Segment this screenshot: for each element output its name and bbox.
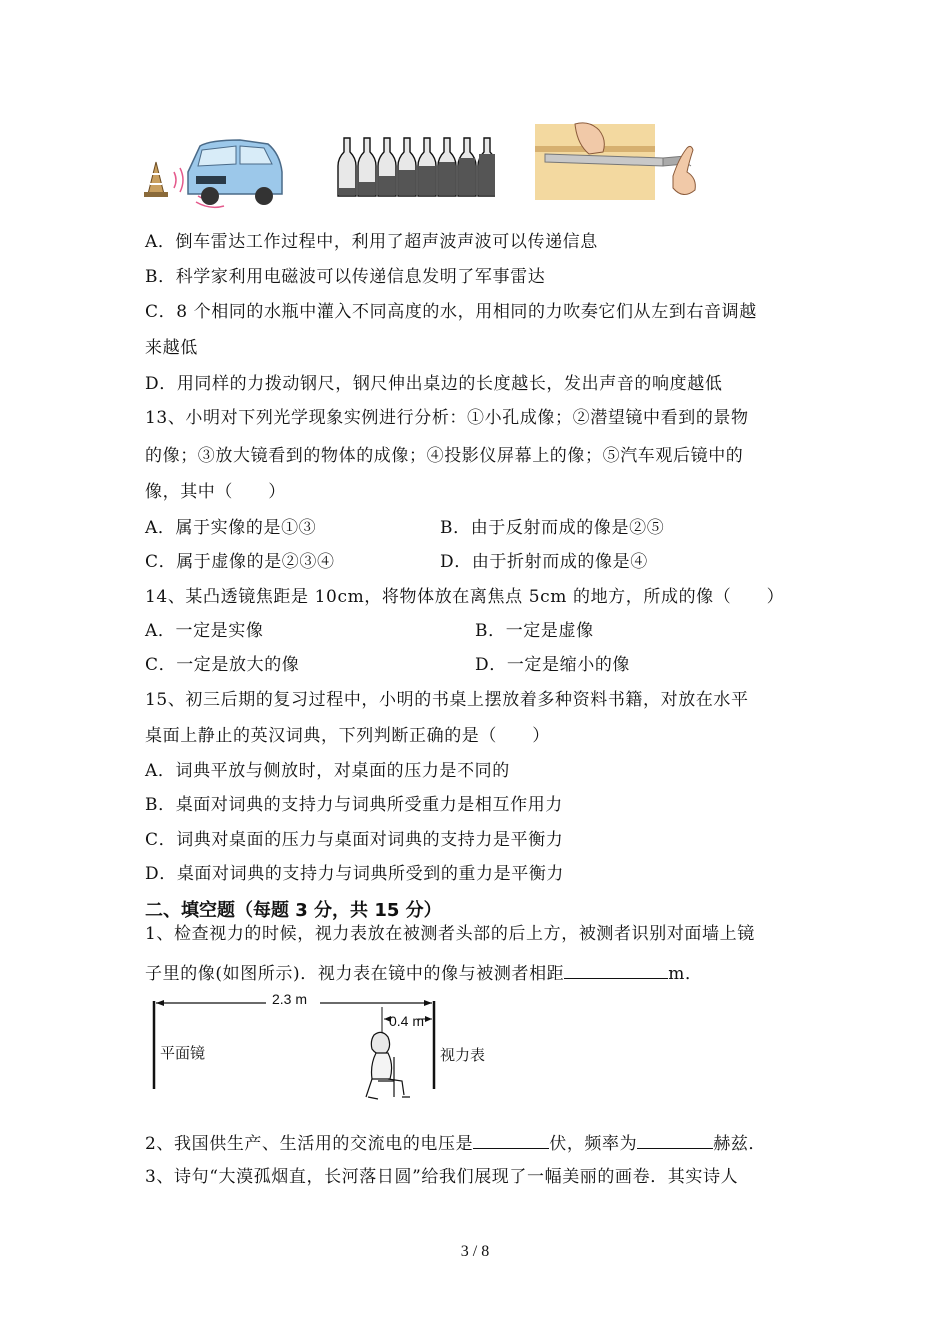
fill2-line [145, 1130, 766, 1156]
q13-option-a: A．属于实像的是①③ [145, 518, 317, 538]
q12-option-a: A．倒车雷达工作过程中，利用了超声波声波可以传递信息 [145, 232, 598, 252]
fill2-text-mid: 伏，频率为 [549, 1134, 638, 1154]
q13-stem-line1: 13、小明对下列光学现象实例进行分析：①小孔成像；②潜望镜中看到的景物 [145, 408, 749, 428]
water-bottles-image [322, 130, 495, 202]
distance-total-label: 2.3 m [272, 991, 308, 1007]
q14-option-a: A．一定是实像 [145, 621, 264, 641]
fill3-line1: 3、诗句“大漠孤烟直，长河落日圆”给我们展现了一幅美丽的画卷．其实诗人 [145, 1167, 739, 1187]
fill1-unit: m． [668, 964, 703, 984]
car-radar-image [140, 132, 285, 214]
q12-option-b: B．科学家利用电磁波可以传递信息发明了军事雷达 [145, 267, 546, 287]
distance-small-label: 0.4 m [389, 1013, 425, 1029]
q13-option-c: C．属于虚像的是②③④ [145, 552, 335, 572]
car-icon [188, 140, 282, 205]
fill2-text-pre: 2、我国供生产、生活用的交流电的电压是 [145, 1134, 474, 1154]
q13-stem-line3: 像，其中（ ） [145, 482, 286, 502]
vision-test-diagram [148, 991, 493, 1105]
q12-option-d: D．用同样的力拨动钢尺，钢尺伸出桌边的长度越长，发出声音的响度越低 [145, 374, 723, 394]
q15-stem-line2: 桌面上静止的英汉词典，下列判断正确的是（ ） [145, 726, 550, 746]
q14-option-b: B．一定是虚像 [475, 621, 594, 641]
q12-option-c-line1: C．8 个相同的水瓶中灌入不同高度的水，用相同的力吹奏它们从左到右音调越 [145, 302, 757, 322]
q12-option-c-line2: 来越低 [145, 338, 198, 358]
traffic-cone-icon [144, 162, 168, 197]
fill1-answer-blank[interactable] [564, 960, 668, 979]
q13-option-b: B．由于反射而成的像是②⑤ [440, 518, 665, 538]
q13-option-d: D．由于折射而成的像是④ [440, 552, 648, 572]
fill1-line2 [145, 960, 703, 986]
q14-option-c: C．一定是放大的像 [145, 655, 300, 675]
fill1-line1: 1、检查视力的时候，视力表放在被测者头部的后上方，被测者识别对面墙上镜 [145, 924, 755, 944]
ruler-on-desk-image [535, 120, 705, 200]
q15-option-a: A．词典平放与侧放时，对桌面的压力是不同的 [145, 761, 510, 781]
q15-option-c: C．词典对桌面的压力与桌面对词典的支持力是平衡力 [145, 830, 564, 850]
mirror-label: 平面镜 [160, 1044, 206, 1062]
q15-option-d: D．桌面对词典的支持力与词典所受到的重力是平衡力 [145, 864, 565, 884]
q14-stem: 14、某凸透镜焦距是 10cm，将物体放在离焦点 5cm 的地方，所成的像（ ） [145, 587, 785, 607]
seated-person-icon [366, 1032, 410, 1099]
fill2-frequency-blank[interactable] [637, 1130, 713, 1149]
q14-option-d: D．一定是缩小的像 [475, 655, 631, 675]
q15-option-b: B．桌面对词典的支持力与词典所受重力是相互作用力 [145, 795, 563, 815]
fill2-text-post: 赫兹． [713, 1134, 767, 1154]
q13-stem-line2: 的像；③放大镜看到的物体的成像；④投影仪屏幕上的像；⑤汽车观后镜中的 [145, 446, 744, 466]
fill2-voltage-blank[interactable] [473, 1130, 549, 1149]
section-heading-fill-in: 二、填空题（每题 3 分，共 15 分） [145, 900, 442, 921]
page-number: 3 / 8 [460, 1243, 490, 1260]
eye-chart-label: 视力表 [440, 1046, 486, 1064]
fill1-line2-text: 子里的像(如图所示)．视力表在镜中的像与被测者相距 [145, 964, 565, 984]
q15-stem-line1: 15、初三后期的复习过程中，小明的书桌上摆放着多种资料书籍，对放在水平 [145, 690, 749, 710]
